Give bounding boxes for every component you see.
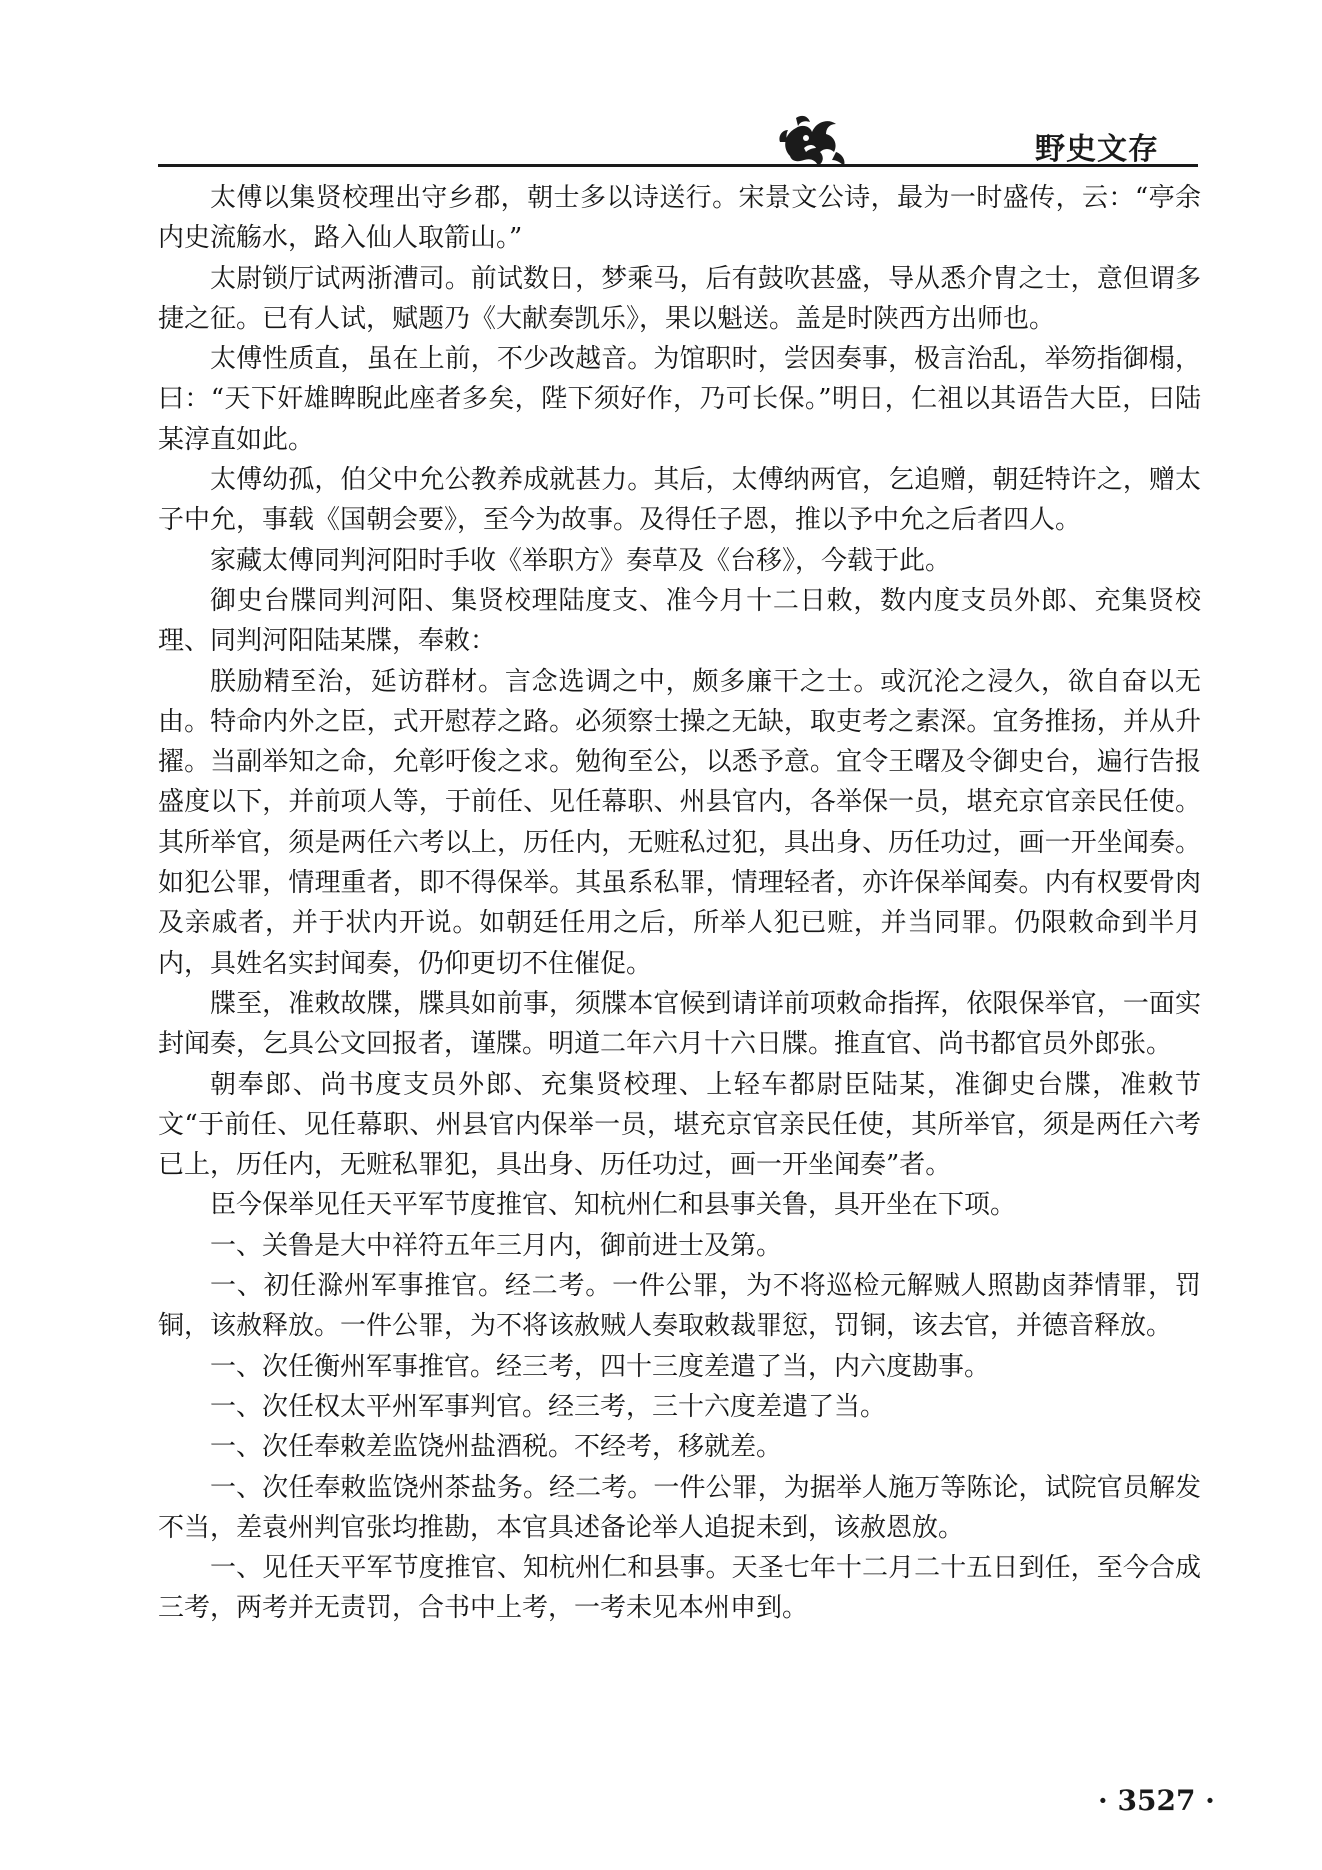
paragraph: 一、关鲁是大中祥符五年三月内，御前进士及第。 (210, 1230, 783, 1261)
paragraph: 一、次任奉敕差监饶州盐酒税。不经考，移就差。 (210, 1432, 783, 1463)
paragraph: 牒至，准敕故牒，牒具如前事，须牒本官候到请详前项敕命指挥，依限保举官，一面实封闻奏，乞具公文回报者，谨牒。明道二年六月十六日牒。推直官、尚书都官员外郎张。 (158, 988, 1201, 1060)
header-rule (158, 164, 1198, 167)
paragraph: 太尉锁厅试两浙漕司。前试数日，梦乘马，后有鼓吹甚盛，导从悉介胄之士，意但谓多捷之征。已有人试，赋题乃《大献奏凯乐》，果以魁送。盖是时陕西方出师也。 (158, 263, 1201, 334)
paragraph: 太傅幼孤，伯父中允公教养成就甚力。其后，太傅纳两官，乞追赠，朝廷特许之，赠太子中允，事载《国朝会要》，至今为故事。及得任子恩，推以予中允之后者四人。 (158, 465, 1201, 536)
paragraph: 一、见任天平军节度推官、知杭州仁和县事。天圣七年十二月二十五日到任，至今合成三考，两考并无责罚，合书中上考，一考未见本州申到。 (158, 1553, 1201, 1624)
paragraph: 一、初任滁州军事推官。经二考。一件公罪，为不将巡检元解贼人照勘卤莽情罪，罚铜，该赦释放。一件公罪，为不将该赦贼人奏取敕裁罪愆，罚铜，该去官，并德音释放。 (158, 1271, 1201, 1342)
page-header (0, 0, 1322, 170)
dragon-emblem-icon (776, 108, 848, 170)
paragraph: 御史台牒同判河阳、集贤校理陆度支、准今月十二日敕，数内度支员外郎、充集贤校理、同判河阳陆某牒，奉敕： (158, 585, 1201, 657)
page-number: · 3527 · (1098, 1784, 1215, 1817)
paragraph: 臣今保举见任天平军节度推官、知杭州仁和县事关鲁，具开坐在下项。 (210, 1190, 1017, 1221)
paragraph: 朝奉郎、尚书度支员外郎、充集贤校理、上轻车都尉臣陆某，准御史台牒，准敕节文“于前任、见任幕职、州县官内保举一员，堪充京官亲民任使，其所举官，须是两任六考已上，历任内，无赃私罪犯，具出身、历任功过，画一开坐闻奏”者。 (158, 1069, 1201, 1181)
paragraph: 一、次任奉敕监饶州茶盐务。经二考。一件公罪，为据举人施万等陈论，试院官员解发不当，差袁州判官张均推勘，本官具述备论举人追捉未到，该赦恩放。 (158, 1472, 1201, 1543)
paragraph: 太傅以集贤校理出守乡郡，朝士多以诗送行。宋景文公诗，最为一时盛传，云：“亭余内史流觞水，路入仙人取箭山。” (158, 183, 1201, 254)
paragraph: 一、次任权太平州军事判官。经三考，三十六度差遣了当。 (210, 1391, 887, 1422)
paragraph: 太傅性质直，虽在上前，不少改越音。为馆职时，尝因奏事，极言治乱，举笏指御榻，曰：“天下奸雄睥睨此座者多矣，陛下须好作，乃可长保。”明日，仁祖以其语告大臣，曰陆某淳直如此。 (158, 344, 1201, 455)
paragraph: 一、次任衡州军事推官。经三考，四十三度差遣了当，内六度勘事。 (210, 1351, 991, 1382)
book-title: 野史文存 (1035, 132, 1159, 167)
paragraph: 家藏太傅同判河阳时手收《举职方》奏草及《台移》，今载于此。 (210, 545, 952, 576)
main-text (158, 178, 1201, 1629)
paragraph: 朕励精至治，延访群材。言念选调之中，颇多廉干之士。或沉沦之浸久，欲自奋以无由。特命内外之臣，式开慰荐之路。必须察士操之无缺，取吏考之素深。宜务推扬，并从升擢。当副举知之命，允彰吁俊之求。勉徇至公，以悉予意。宜令王曙及令御史台，遍行告报盛度以下，并前项人等，于前任、见任幕职、州县官内，各举保一员，堪充京官亲民任使。其所举官，须是两任六考以上，历任内，无赃私过犯，具出身、历任功过，画一开坐闻奏。如犯公罪，情理重者，即不得保举。其虽系私罪，情理轻者，亦许保举闻奏。内有权要骨肉及亲戚者，并于状内开说。如朝廷任用之后，所举人犯已赃，并当同罪。仍限敕命到半月内，具姓名实封闻奏，仍仰更切不住催促。 (158, 666, 1201, 979)
